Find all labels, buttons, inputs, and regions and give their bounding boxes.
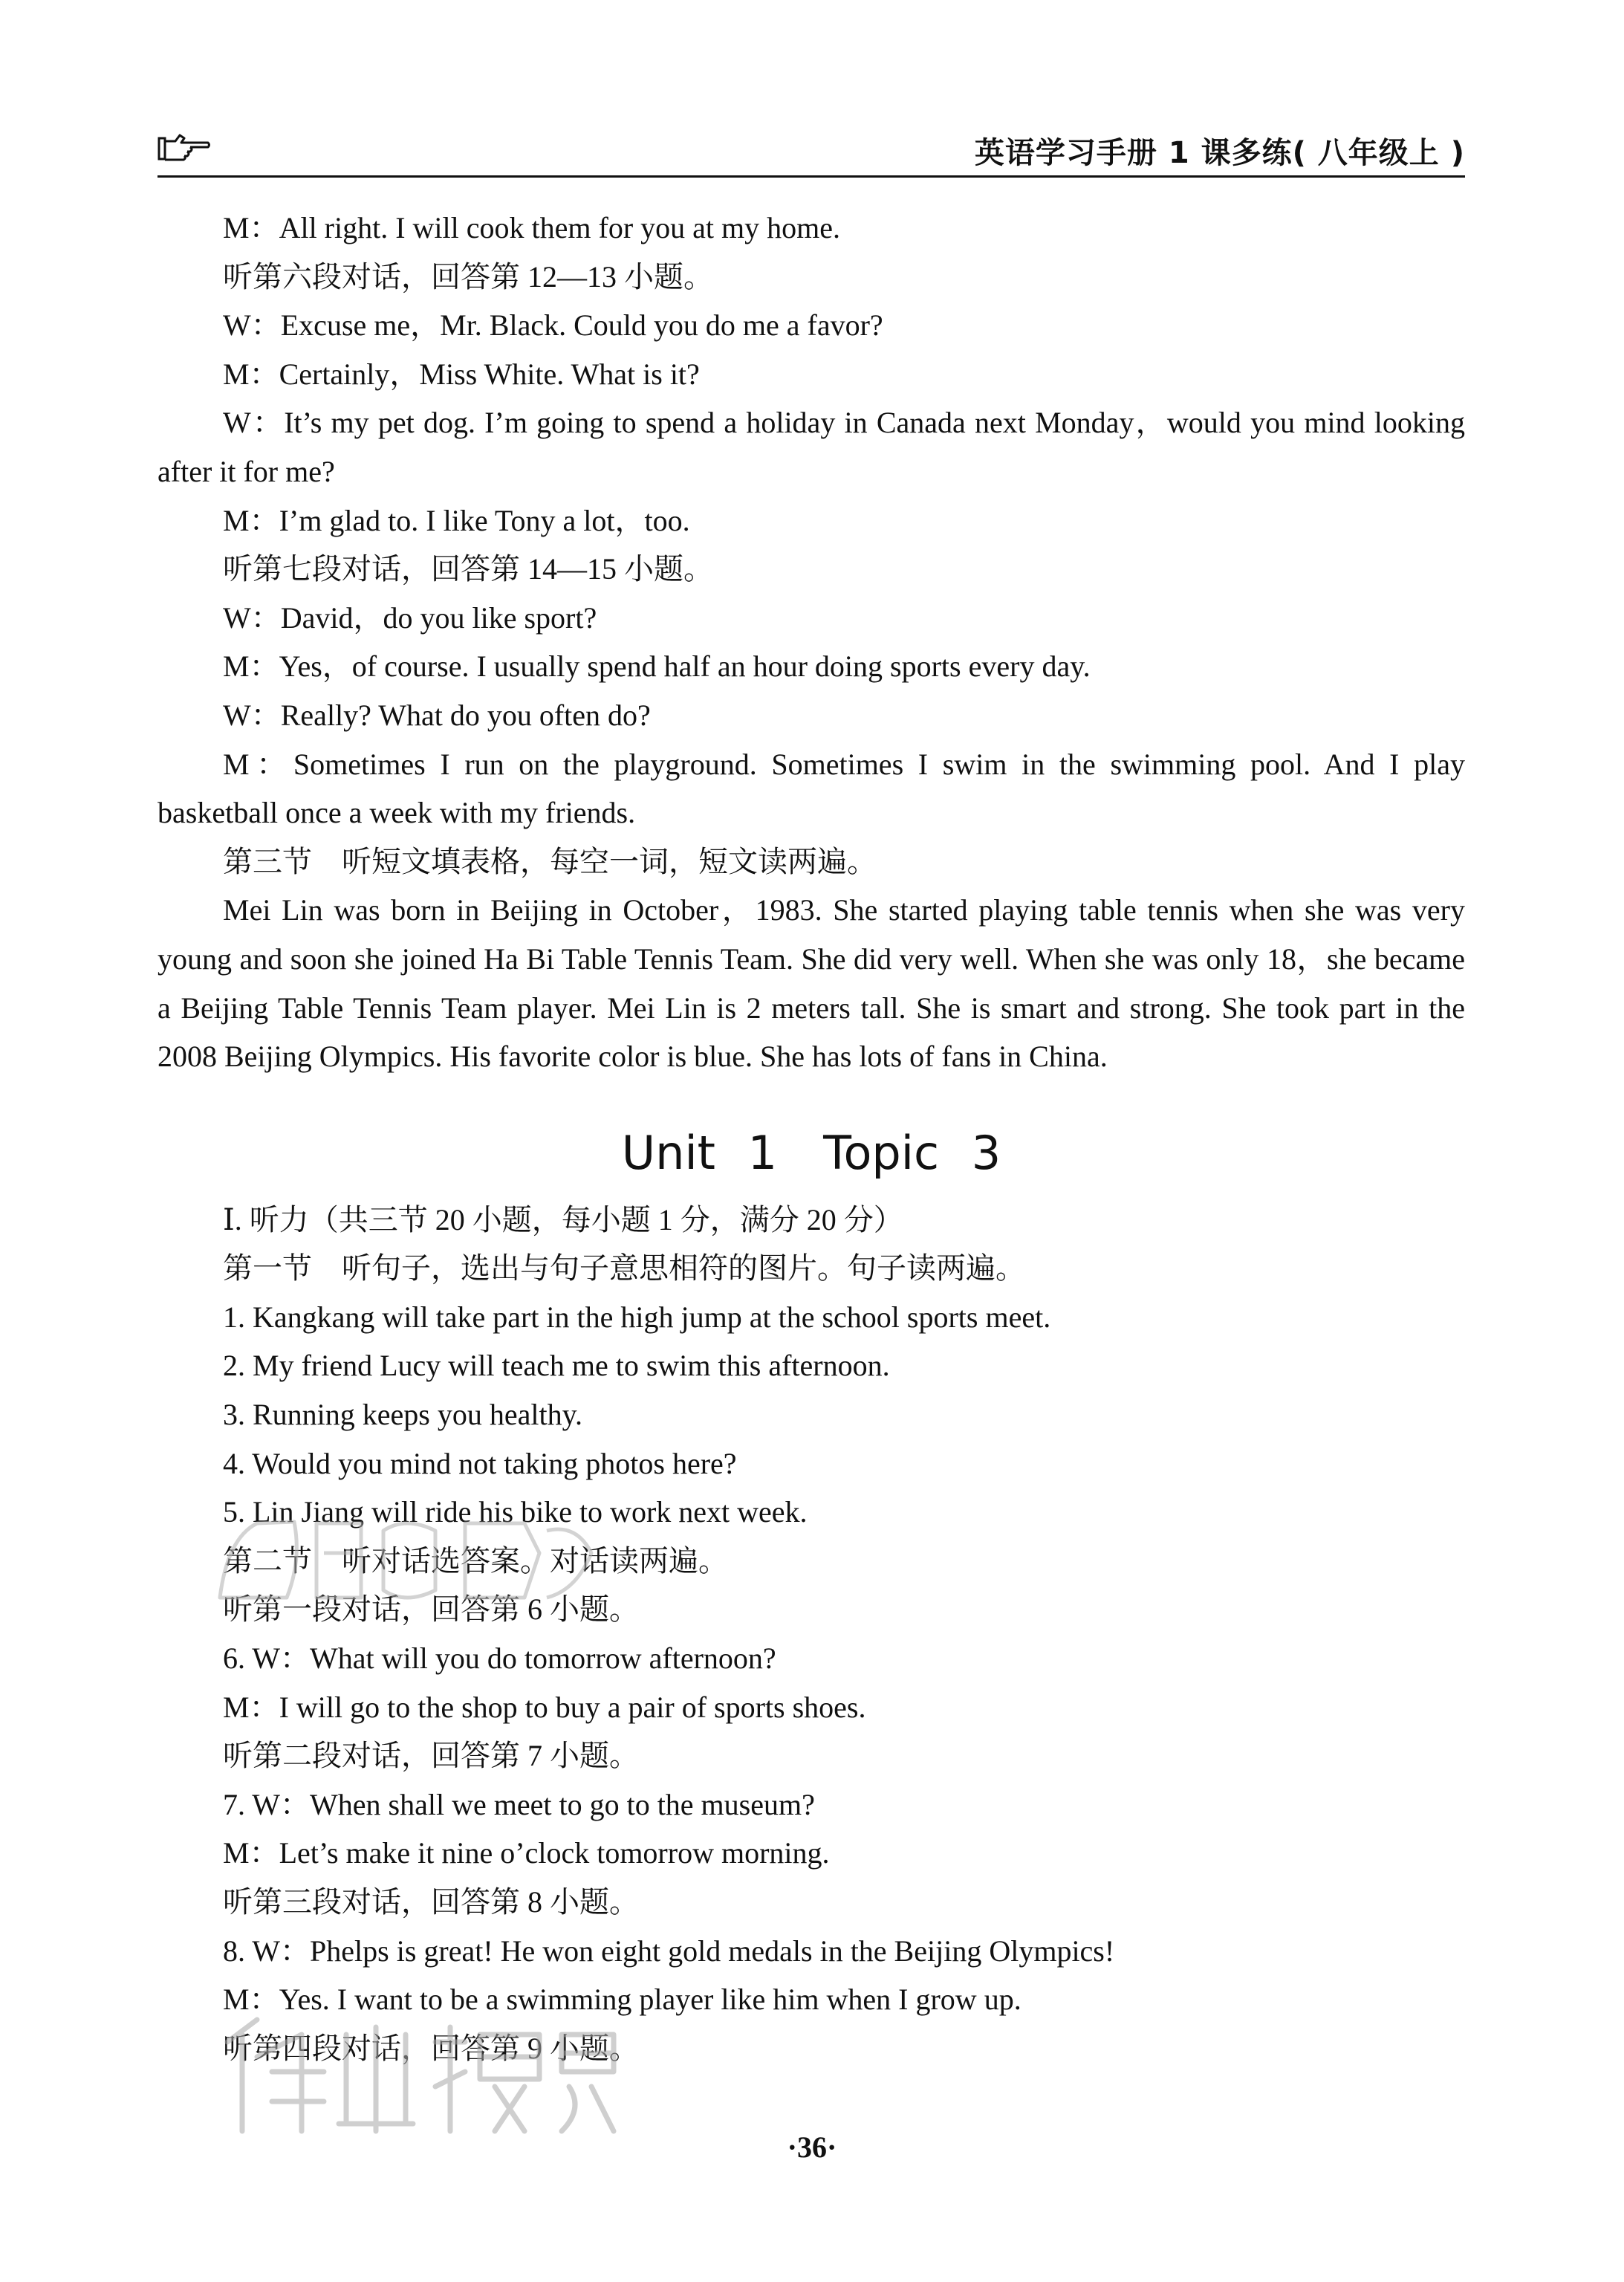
instruction-line: 听第三段对话，回答第 8 小题。	[223, 1885, 639, 1919]
section-heading: 第二节 听对话选答案。对话读两遍。	[223, 1543, 728, 1578]
section-heading: 第三节 听短文填表格，每空一词，短文读两遍。	[223, 844, 877, 878]
section-heading: 第一节 听句子，选出与句子意思相符的图片。句子读两遍。	[223, 1251, 1025, 1286]
dialogue-line: W：David，do you like sport?	[223, 600, 597, 635]
question-line: 4. Would you mind not taking photos here?	[223, 1446, 737, 1480]
instruction-line: 听第四段对话，回答第 9 小题。	[223, 2031, 639, 2065]
page-number: ·36·	[787, 2130, 837, 2164]
dialogue-line: W：It’s my pet dog. I’m going to spend a holiday in Canada next Monday，would you mind looking after it for me?	[157, 406, 1465, 488]
document-body	[157, 204, 1465, 2072]
dialogue-line: 8. W：Phelps is great! He won eight gold medals in the Beijing Olympics!	[223, 1933, 1115, 1968]
watermark-logo-bottom	[212, 2012, 629, 2139]
dialogue-line: M：Sometimes I run on the playground. Sometimes I swim in the swimming pool. And I play basketball once a week with my friends.	[157, 747, 1465, 830]
dialogue-line: M：Certainly，Miss White. What is it?	[223, 357, 700, 391]
dialogue-line: M：Yes. I want to be a swimming player like him when I grow up.	[223, 1983, 1022, 2017]
question-line: 3. Running keeps you healthy.	[223, 1398, 583, 1432]
question-line: 5. Lin Jiang will ride his bike to work next week.	[223, 1495, 808, 1529]
dialogue-line: M：I will go to the shop to buy a pair of sports shoes.	[223, 1690, 866, 1724]
dialogue-line: 6. W：What will you do tomorrow afternoon?	[223, 1641, 776, 1676]
dialogue-line: W：Excuse me，Mr. Black. Could you do me a favor?	[223, 308, 883, 343]
unit-title: Unit 1 Topic 3	[621, 1125, 1001, 1180]
dialogue-line: M：Let’s make it nine o’clock tomorrow morning.	[223, 1836, 830, 1870]
question-line: 2. My friend Lucy will teach me to swim this afternoon.	[223, 1349, 890, 1383]
dialogue-line: W：Really? What do you often do?	[223, 698, 651, 732]
dialogue-line: 7. W：When shall we meet to go to the museum?	[223, 1787, 815, 1821]
pointing-hand-icon	[157, 131, 211, 163]
dialogue-line: M：All right. I will cook them for you at my home.	[223, 211, 840, 244]
dialogue-line: M：Yes，of course. I usually spend half an hour doing sports every day.	[223, 649, 1091, 684]
watermark-logo-top	[212, 1508, 599, 1612]
section-heading: Ⅰ. 听力（共三节 20 小题，每小题 1 分，满分 20 分）	[223, 1202, 903, 1236]
passage-paragraph: Mei Lin was born in Beijing in October，1983. She started playing table tennis when she was very young and soon she joined Ha Bi Table Tennis Team. She did very well. When she was only 18，she became a Beijing Table Tennis Team player. Mei Lin is 2 meters tall. She is smart and strong. She took part in the 2008 Beijing Olympics. His favorite color is blue. She has lots of fans in China.	[157, 893, 1465, 1074]
instruction-line: 听第二段对话，回答第 7 小题。	[223, 1739, 639, 1773]
instruction-line: 听第七段对话，回答第 14—15 小题。	[223, 552, 713, 586]
dialogue-line: M：I’m glad to. I like Tony a lot，too.	[223, 503, 690, 537]
header-title: 英语学习手册 1 课多练( 八年级上 )	[974, 136, 1465, 170]
question-line: 1. Kangkang will take part in the high jump at the school sports meet.	[223, 1300, 1051, 1334]
instruction-line: 听第一段对话，回答第 6 小题。	[223, 1592, 639, 1627]
instruction-line: 听第六段对话，回答第 12—13 小题。	[223, 259, 713, 294]
page-header	[157, 126, 1465, 178]
